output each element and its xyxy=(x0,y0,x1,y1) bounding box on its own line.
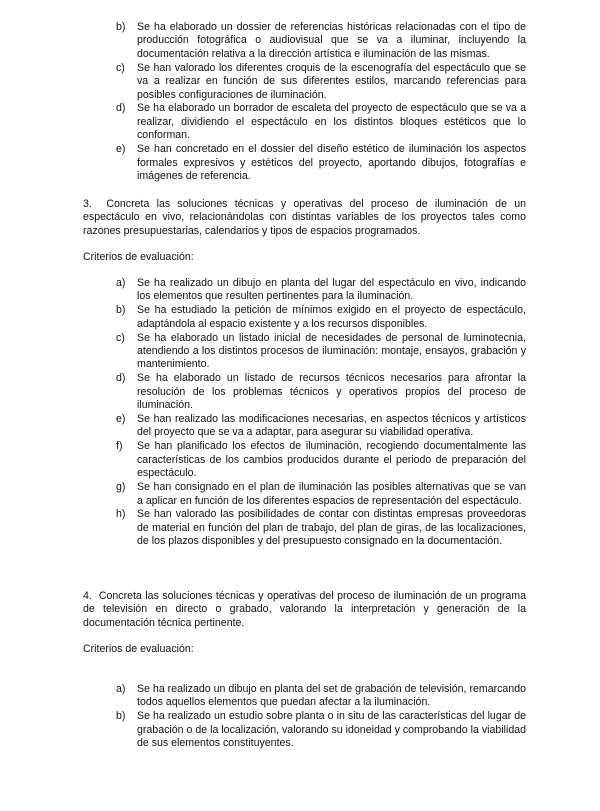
section-4-criteria-list xyxy=(116,683,526,751)
item-text: Se ha elaborado un listado de recursos técnicos necesarios para afrontar la resolución de los problemas técnicos y operativos propios del proceso de iluminación. xyxy=(137,372,526,412)
section-3-heading: 3. Concreta las soluciones técnicas y operativas del proceso de iluminación de un espectáculo en vivo, relacionándolas con distintas variables de los proyectos tales como razones presupuestarias, calendarios y tipos de espacios programados. xyxy=(83,198,526,237)
item-text: Se han realizado las modificaciones necesarias, en aspectos técnicos y artísticos del proyecto que se va a adaptar, para asegurar su viabilidad operativa. xyxy=(137,413,526,439)
criterion-item-a xyxy=(116,683,526,710)
criterion-item-e xyxy=(116,413,526,440)
item-text: Se ha realizado un dibujo en planta del set de grabación de televisión, remarcando todos aquellos elementos que puedan afectar a la iluminación. xyxy=(137,683,526,709)
item-text: Se ha realizado un dibujo en planta del lugar del espectáculo en vivo, indicando los elementos que resulten pertinentes para la iluminación. xyxy=(137,277,526,303)
item-text: Se han planificado los efectos de iluminación, recogiendo documentalmente las características de los cambios producidos durante el periodo de preparación del espectáculo. xyxy=(137,440,526,480)
item-marker: d) xyxy=(116,372,126,385)
criterion-item-b xyxy=(116,304,526,331)
section-3-criteria-list xyxy=(116,277,526,549)
criteria-list-continued xyxy=(116,21,526,184)
item-marker: a) xyxy=(116,683,126,695)
criterion-item-g xyxy=(116,481,526,508)
criterion-item-f xyxy=(116,440,526,480)
section-3-criteria-label: Criterios de evaluación: xyxy=(83,251,194,263)
section-4-heading: 4. Concreta las soluciones técnicas y operativas del proceso de iluminación de un programa de televisión en directo o grabado, valorando la interpretación y generación de la documentación técnica pertinente. xyxy=(83,590,526,629)
item-text: Se han valorado los diferentes croquis de la escenografía del espectáculo que se va a realizar en función de sus diferentes estilos, marcando referencias para posibles configuraciones de iluminación. xyxy=(137,61,526,101)
item-marker: b) xyxy=(116,21,126,33)
item-marker: g) xyxy=(116,481,126,494)
criterion-item-d xyxy=(116,372,526,412)
item-text: Se ha estudiado la petición de mínimos exigido en el proyecto de espectáculo, adaptándola al espacio existente y a los recursos disponibles. xyxy=(137,304,526,330)
item-text: Se ha elaborado un dossier de referencias históricas relacionadas con el tipo de producción fotográfica o audiovisual que se va a iluminar, incluyendo la documentación relativa a la dirección artística e iluminación de las mismas. xyxy=(137,21,526,60)
criterion-item-c xyxy=(116,62,526,102)
criterion-item-e xyxy=(116,143,526,183)
criterion-item-c xyxy=(116,332,526,372)
criterion-item-b xyxy=(116,710,526,750)
item-text: Se ha realizado un estudio sobre planta o in situ de las características del lugar de grabación o de la localización, valorando su idoneidad y comprobando la viabilidad de sus elementos constituyentes. xyxy=(137,710,526,750)
item-marker: e) xyxy=(116,143,126,156)
item-marker: d) xyxy=(116,102,126,115)
item-text: Se han consignado en el plan de iluminación las posibles alternativas que se van a aplicar en función de los diferentes espacios de representación del espectáculo. xyxy=(137,481,526,507)
criterion-item-a xyxy=(116,277,526,304)
criterion-item-d xyxy=(116,102,526,142)
item-marker: h) xyxy=(116,508,126,521)
item-marker: f) xyxy=(116,440,123,453)
item-marker: e) xyxy=(116,413,126,426)
item-text: Se han concretado en el dossier del diseño estético de iluminación los aspectos formales expresivos y estéticos del proyecto, aportando dibujos, fotografías e imágenes de referencia. xyxy=(137,143,526,182)
item-text: Se ha elaborado un listado inicial de necesidades de personal de luminotecnia, atendiendo a los distintos procesos de iluminación: montaje, ensayos, grabación y mantenimiento. xyxy=(137,331,526,371)
item-marker: b) xyxy=(116,304,126,317)
item-marker: a) xyxy=(116,277,126,289)
item-text: Se ha elaborado un borrador de escaleta del proyecto de espectáculo que se va a realizar, dividiendo el espectáculo en los distintos bloques estéticos que lo conforman. xyxy=(137,102,526,142)
item-marker: c) xyxy=(116,331,125,344)
item-text: Se han valorado las posibilidades de contar con distintas empresas proveedoras de material en función del plan de trabajo, del plan de giras, de las localizaciones, de los plazos disponibles y del presupuesto consignado en la documentación. xyxy=(137,508,526,548)
criterion-item-h xyxy=(116,508,526,548)
item-marker: c) xyxy=(116,61,125,74)
criterion-item-b xyxy=(116,21,526,61)
section-4-criteria-label: Criterios de evaluación: xyxy=(83,643,194,655)
item-marker: b) xyxy=(116,710,126,723)
